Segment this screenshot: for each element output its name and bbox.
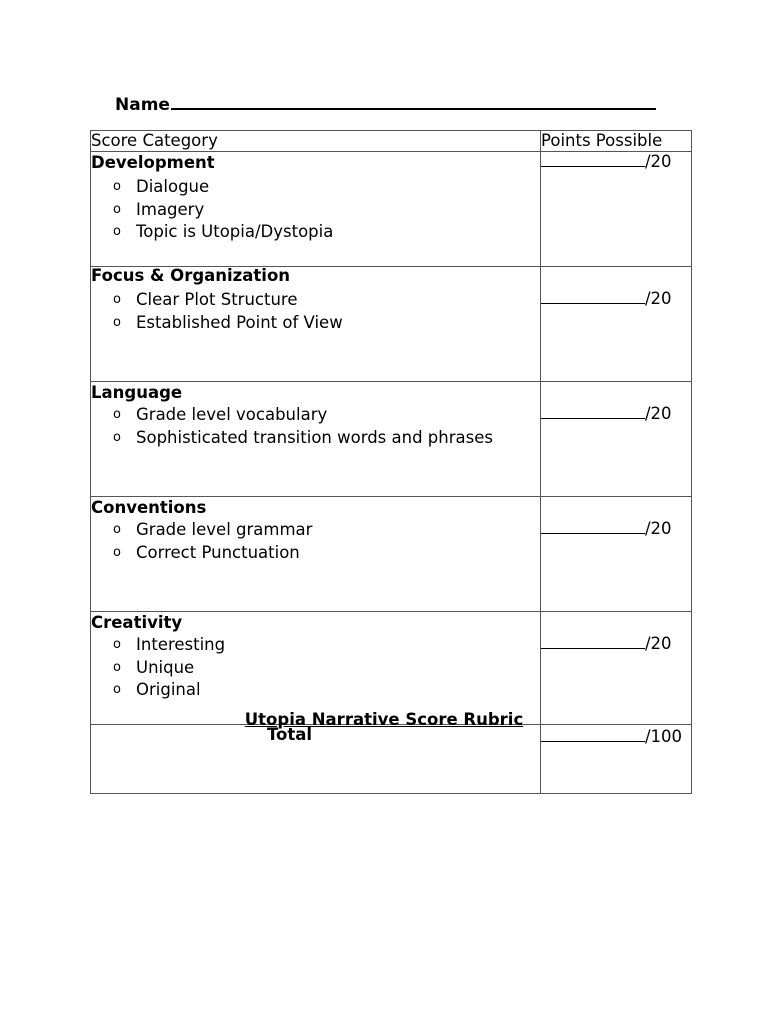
- list-item: o Grade level vocabulary: [113, 404, 540, 427]
- criteria-list: [91, 404, 540, 449]
- criteria-list: [91, 519, 540, 564]
- rubric-title-text: Utopia Narrative Score Rubric: [244, 710, 524, 729]
- category-title: Focus & Organization: [91, 266, 291, 285]
- table-row: [91, 382, 692, 497]
- points-cell[interactable]: [541, 152, 692, 267]
- points-cell[interactable]: [541, 382, 692, 497]
- score-blank-line[interactable]: [541, 152, 645, 167]
- list-item: o Correct Punctuation: [113, 542, 540, 565]
- table-row: [91, 612, 692, 725]
- bullet-icon: o: [113, 544, 121, 560]
- total-label-cell: [91, 725, 541, 794]
- bullet-icon: o: [113, 179, 121, 194]
- category-title: Conventions: [91, 498, 207, 517]
- bullet-icon: o: [113, 201, 121, 217]
- points-possible: /20: [645, 289, 672, 308]
- list-item: o Grade level grammar: [113, 519, 540, 542]
- points-possible: /20: [645, 519, 672, 538]
- name-blank-line[interactable]: [171, 92, 656, 110]
- bullet-icon: o: [113, 637, 121, 652]
- bullet-icon: o: [113, 682, 121, 697]
- total-points-cell[interactable]: [541, 725, 692, 794]
- list-item: o Dialogue: [113, 176, 540, 199]
- points-cell[interactable]: [541, 612, 692, 725]
- score-blank-line[interactable]: [541, 289, 645, 304]
- category-title: Creativity: [91, 613, 183, 632]
- category-title: Language: [91, 383, 183, 402]
- points-cell[interactable]: [541, 267, 692, 382]
- score-blank-line[interactable]: [541, 634, 645, 649]
- category-cell-creativity: [91, 612, 541, 725]
- list-item: o Original: [113, 679, 540, 702]
- column-header-category: Score Category: [91, 131, 541, 152]
- list-item: o Interesting: [113, 634, 540, 657]
- points-possible: /20: [645, 152, 672, 171]
- list-item: o Imagery: [113, 199, 540, 222]
- table-row-total: [91, 725, 692, 794]
- name-label: Name: [115, 95, 170, 115]
- points-cell[interactable]: [541, 497, 692, 612]
- bullet-icon: o: [113, 292, 121, 307]
- name-field: [115, 92, 656, 115]
- rubric-title: [0, 710, 768, 729]
- category-title: Development: [91, 153, 215, 172]
- bullet-icon: o: [113, 659, 121, 675]
- category-cell-conventions: [91, 497, 541, 612]
- bullet-icon: o: [113, 522, 121, 537]
- criteria-list: [91, 289, 540, 334]
- bullet-icon: o: [113, 407, 121, 422]
- table-header-row: [91, 131, 692, 152]
- criteria-list: [91, 634, 540, 702]
- list-item: o Topic is Utopia/Dystopia: [113, 221, 540, 244]
- table-row: [91, 497, 692, 612]
- list-item: o Sophisticated transition words and phrases: [113, 427, 540, 450]
- points-possible: /20: [645, 634, 672, 653]
- category-cell-focus-organization: [91, 267, 541, 382]
- total-points-possible: /100: [645, 727, 683, 746]
- category-cell-language: [91, 382, 541, 497]
- bullet-icon: o: [113, 224, 121, 239]
- criteria-list: [91, 176, 540, 244]
- table-row: [91, 267, 692, 382]
- table-row: [91, 152, 692, 267]
- list-item: o Unique: [113, 657, 540, 680]
- bullet-icon: o: [113, 429, 121, 445]
- list-item: o Established Point of View: [113, 312, 540, 335]
- score-blank-line[interactable]: [541, 519, 645, 534]
- column-header-points: Points Possible: [541, 131, 692, 152]
- points-possible: /20: [645, 404, 672, 423]
- bullet-icon: o: [113, 314, 121, 330]
- rubric-table: [90, 130, 692, 794]
- category-cell-development: [91, 152, 541, 267]
- score-blank-line[interactable]: [541, 727, 645, 742]
- list-item: o Clear Plot Structure: [113, 289, 540, 312]
- total-label: Total: [266, 725, 313, 744]
- score-blank-line[interactable]: [541, 404, 645, 419]
